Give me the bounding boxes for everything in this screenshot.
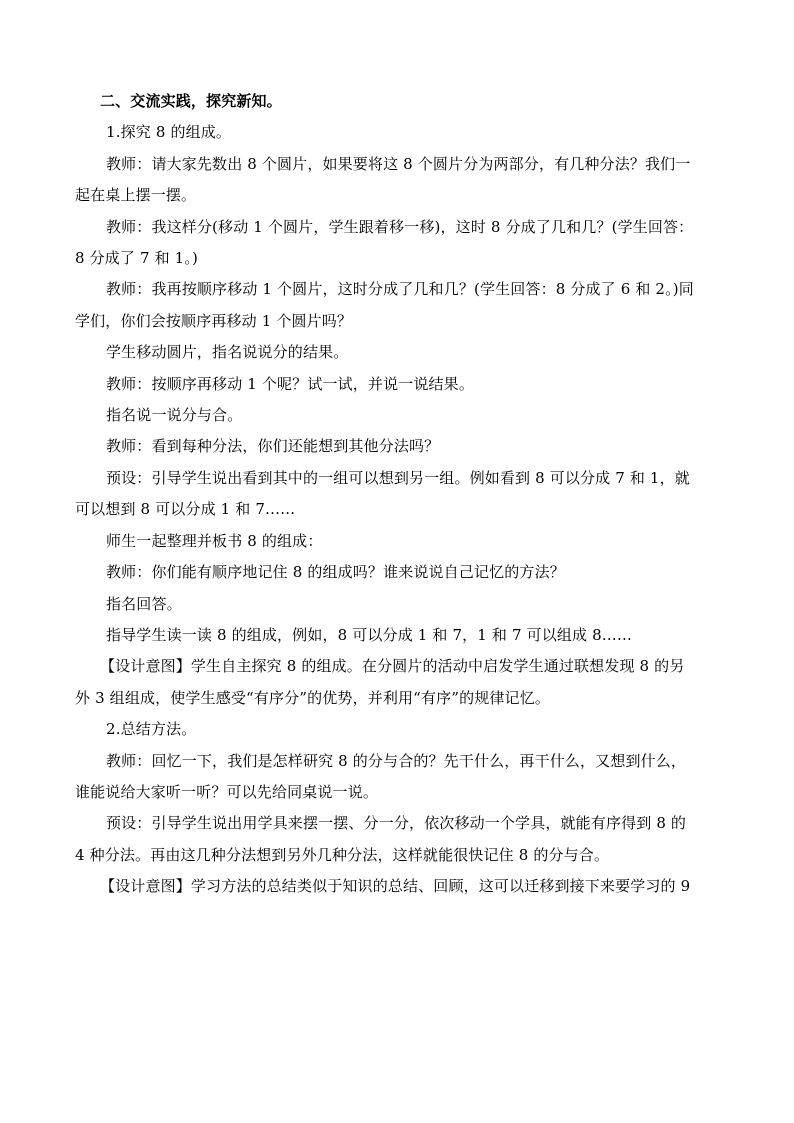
subsection-title-1-text: 1.探究 8 的组成。	[106, 123, 232, 142]
paragraph-9	[106, 526, 718, 557]
paragraph-10-text: 教师：你们能有顺序地记住 8 的组成吗？谁来说说自己记忆的方法？	[106, 563, 565, 582]
paragraph-8	[75, 463, 718, 526]
paragraph-3-line-1: 教师：我再按顺序移动 1 个圆片，这时分成了几和几？(学生回答：8 分成了 6 和 2。)同	[106, 280, 694, 299]
design-intent-1-line-2: 外 3 组组成，使学生感受“有序分”的优势，并利用“有序”的规律记忆。	[75, 688, 551, 707]
paragraph-7	[106, 431, 718, 462]
paragraph-14	[75, 746, 718, 809]
subsection-title-2-text: 2.总结方法。	[106, 720, 197, 739]
paragraph-14-line-2: 谁能说给大家听一听？可以先给同桌说一说。	[75, 782, 379, 801]
paragraph-15-line-1: 预设：引导学生说出用学具来摆一摆、分一分，依次移动一个学具，就能有序得到 8 的	[106, 814, 687, 833]
paragraph-9-text: 师生一起整理并板书 8 的组成：	[106, 531, 323, 550]
paragraph-6-text: 指名说一说分与合。	[106, 406, 243, 425]
paragraph-8-line-1: 预设：引导学生说出看到其中的一组可以想到另一组。例如看到 8 可以分成 7 和 1，就	[106, 468, 690, 487]
paragraph-2-line-2: 8 分成了 7 和 1。)	[75, 249, 199, 268]
paragraph-1	[75, 149, 718, 212]
document-body	[75, 86, 718, 903]
design-intent-1-line-1: 【设计意图】学生自主探究 8 的组成。在分圆片的活动中启发学生通过联想发现 8 的另	[100, 657, 685, 676]
subsection-title-1	[106, 117, 718, 148]
paragraph-5	[106, 369, 718, 400]
paragraph-10	[106, 557, 718, 588]
section-heading	[100, 86, 718, 117]
design-intent-2	[100, 871, 718, 902]
paragraph-1-line-2: 起在桌上摆一摆。	[75, 186, 197, 205]
paragraph-4-text: 学生移动圆片，指名说说分的结果。	[106, 343, 349, 362]
paragraph-11-text: 指名回答。	[106, 594, 182, 613]
paragraph-4	[106, 337, 718, 368]
paragraph-3	[75, 274, 718, 337]
paragraph-8-line-2: 可以想到 8 可以分成 1 和 7……	[75, 500, 296, 519]
paragraph-2-line-1: 教师：我这样分(移动 1 个圆片，学生跟着移一移)，这时 8 分成了几和几？(学生回答：	[106, 217, 694, 236]
paragraph-7-text: 教师：看到每种分法，你们还能想到其他分法吗？	[106, 437, 440, 456]
design-intent-2-line-1: 【设计意图】学习方法的总结类似于知识的总结、回顾，这可以迁移到接下来要学习的 9	[100, 877, 691, 896]
paragraph-15-line-2: 4 种分法。再由这几种分法想到另外几种分法，这样就能很快记住 8 的分与合。	[75, 845, 610, 864]
paragraph-12	[106, 620, 718, 651]
paragraph-1-line-1: 教师：请大家先数出 8 个圆片，如果要将这 8 个圆片分为两部分，有几种分法？我们一	[106, 154, 691, 173]
paragraph-5-text: 教师：按顺序再移动 1 个呢？试一试，并说一说结果。	[106, 374, 474, 393]
paragraph-6	[106, 400, 718, 431]
paragraph-3-line-2: 学们，你们会按顺序再移动 1 个圆片吗？	[75, 311, 353, 330]
paragraph-14-line-1: 教师：回忆一下，我们是怎样研究 8 的分与合的？先干什么，再干什么，又想到什么，	[106, 751, 687, 770]
paragraph-15	[75, 808, 718, 871]
paragraph-2	[75, 212, 718, 275]
paragraph-11	[106, 589, 718, 620]
paragraph-12-text: 指导学生读一读 8 的组成，例如，8 可以分成 1 和 7，1 和 7 可以组成 8……	[106, 625, 633, 644]
design-intent-1	[75, 651, 718, 714]
section-heading-text: 二、交流实践，探究新知。	[100, 92, 282, 110]
subsection-title-2	[106, 714, 718, 745]
